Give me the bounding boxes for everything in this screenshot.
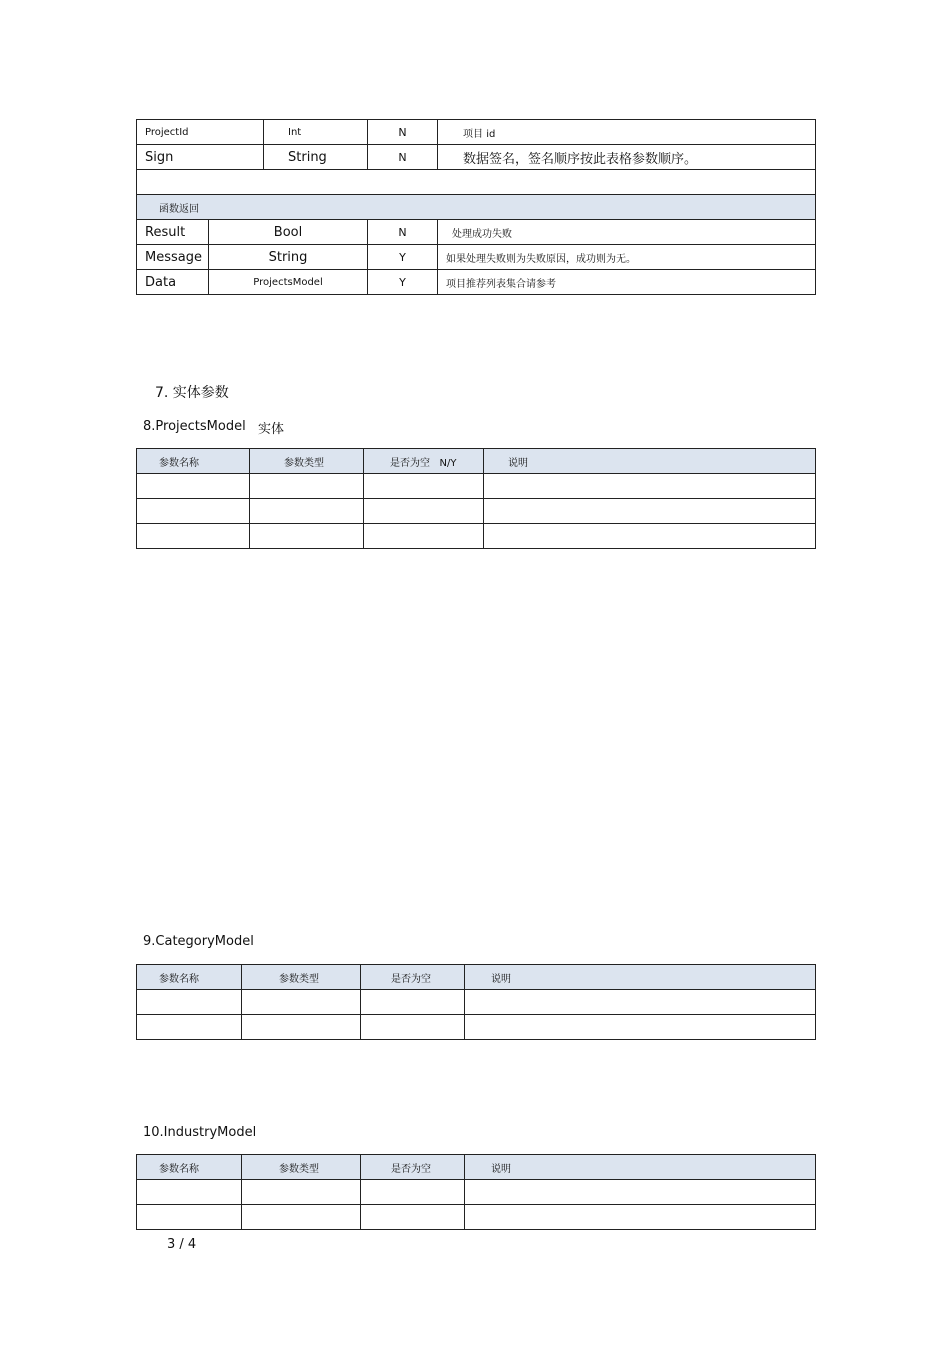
param-nullable: N — [368, 145, 438, 170]
table-row — [137, 145, 816, 170]
table-row — [137, 245, 816, 270]
return-desc: 处理成功失败 — [438, 220, 816, 245]
category-model-table — [136, 964, 816, 1040]
return-name: Message — [137, 245, 209, 270]
header-param-name: 参数名称 — [137, 965, 242, 990]
param-type: String — [264, 145, 368, 170]
section-header-row — [137, 195, 816, 220]
return-nullable: Y — [368, 270, 438, 295]
table-row-empty — [137, 170, 816, 195]
return-type: Bool — [209, 220, 368, 245]
table-row — [137, 499, 816, 524]
param-name: Sign — [137, 145, 264, 170]
return-name: Result — [137, 220, 209, 245]
return-nullable: Y — [368, 245, 438, 270]
param-type: Int — [264, 120, 368, 145]
table-row — [137, 270, 816, 295]
category-model-title: 9.CategoryModel — [143, 934, 254, 949]
header-description: 说明 — [465, 965, 816, 990]
header-nullable: 是否为空 N/Y — [364, 449, 484, 474]
header-description: 说明 — [465, 1155, 816, 1180]
header-nullable: 是否为空 — [361, 965, 465, 990]
industry-model-title: 10.IndustryModel — [143, 1125, 257, 1140]
projects-model-suffix: 实体 — [258, 422, 285, 437]
header-nullable: 是否为空 — [361, 1155, 465, 1180]
header-param-name: 参数名称 — [137, 449, 250, 474]
return-section-label: 函数返回 — [137, 195, 816, 220]
header-description: 说明 — [484, 449, 816, 474]
header-param-type: 参数类型 — [242, 1155, 361, 1180]
param-desc: 数据签名，签名顺序按此表格参数顺序。 — [438, 145, 816, 170]
return-nullable: N — [368, 220, 438, 245]
table-header-row — [137, 965, 816, 990]
param-name: ProjectId — [137, 120, 264, 145]
page-number: 3 / 4 — [167, 1237, 197, 1252]
return-name: Data — [137, 270, 209, 295]
table-row — [137, 990, 816, 1015]
return-desc: 如果处理失败则为失败原因，成功则为无。 — [438, 245, 816, 270]
table-row — [137, 120, 816, 145]
entity-section-title: 7. 实体参数 — [155, 385, 229, 401]
table-row — [137, 474, 816, 499]
projects-model-table — [136, 448, 816, 549]
table-row — [137, 1015, 816, 1040]
param-nullable: N — [368, 120, 438, 145]
header-param-type: 参数类型 — [242, 965, 361, 990]
return-type: ProjectsModel — [209, 270, 368, 295]
table-header-row — [137, 449, 816, 474]
return-type: String — [209, 245, 368, 270]
params-table — [136, 119, 816, 295]
param-desc: 项目 id — [438, 120, 816, 145]
table-header-row — [137, 1155, 816, 1180]
header-param-type: 参数类型 — [250, 449, 364, 474]
industry-model-table — [136, 1154, 816, 1230]
table-row — [137, 524, 816, 549]
header-param-name: 参数名称 — [137, 1155, 242, 1180]
table-row — [137, 1180, 816, 1205]
table-row — [137, 1205, 816, 1230]
table-row — [137, 220, 816, 245]
projects-model-title: 8.ProjectsModel — [143, 419, 246, 434]
return-desc: 项目推荐列表集合请参考 — [438, 270, 816, 295]
